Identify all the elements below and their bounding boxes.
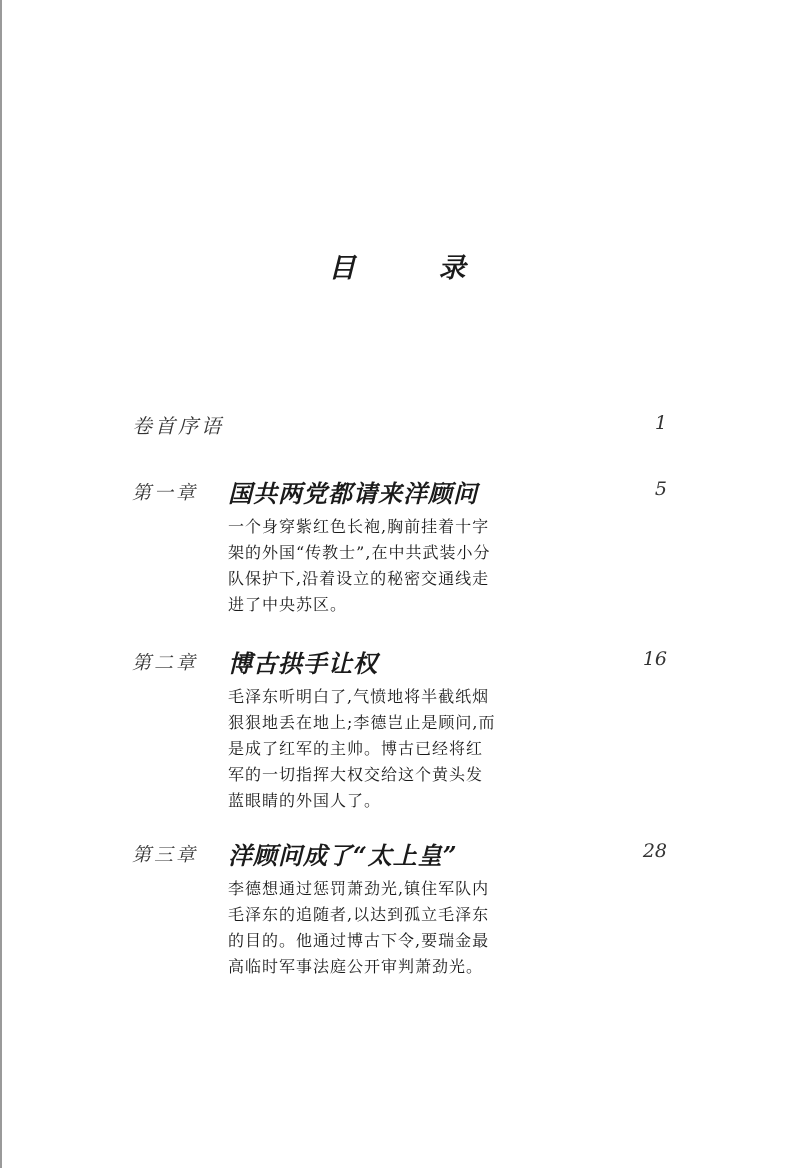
chapter-page-number: 16 — [642, 648, 667, 670]
chapter-title: 国共两党都请来洋顾问 — [228, 479, 478, 508]
chapter-title: 洋顾问成了“太上皇” — [228, 841, 458, 870]
toc-entry-preface[interactable] — [132, 410, 667, 440]
page-left-edge — [0, 0, 2, 1168]
preface-label: 卷首序语 — [132, 414, 224, 438]
chapter-page-number: 28 — [642, 840, 667, 862]
toc-entry-chapter-1[interactable] — [132, 474, 667, 618]
toc-entry-chapter-3[interactable] — [132, 836, 667, 980]
chapter-title: 博古拱手让权 — [228, 649, 378, 678]
chapter-description: 一个身穿紫红色长袍,胸前挂着十字架的外国“传教士”,在中共武装小分队保护下,沿着设立的秘密交通线走进了中央苏区。 — [228, 517, 491, 614]
chapter-page-number: 5 — [654, 478, 667, 500]
chapter-number: 第二章 — [132, 652, 199, 674]
chapter-description: 毛泽东听明白了,气愤地将半截纸烟狠狠地丢在地上;李德岂止是顾问,而是成了红军的主帅。博古已经将红军的一切指挥大权交给这个黄头发蓝眼睛的外国人了。 — [228, 687, 496, 810]
preface-page-number: 1 — [654, 412, 667, 434]
toc-entry-chapter-2[interactable] — [132, 644, 667, 814]
page-title: 目 录 — [328, 253, 494, 284]
chapter-number: 第三章 — [132, 844, 199, 866]
chapter-number: 第一章 — [132, 482, 199, 504]
chapter-description: 李德想通过惩罚萧劲光,镇住军队内毛泽东的追随者,以达到孤立毛泽东的目的。他通过博古下令,要瑞金最高临时军事法庭公开审判萧劲光。 — [228, 879, 490, 976]
